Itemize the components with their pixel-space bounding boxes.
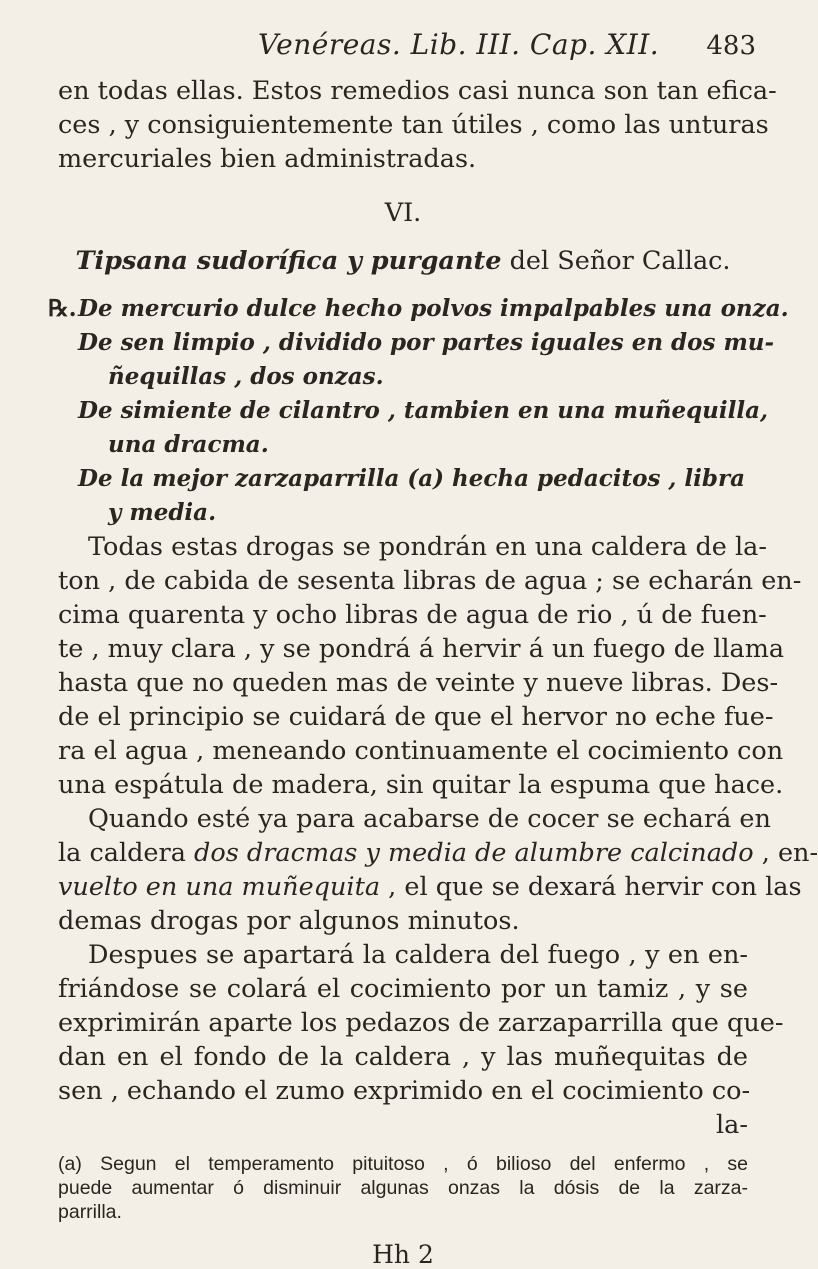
text-line: ces , y consiguientemente tan útiles , como las unturas bbox=[58, 110, 769, 140]
ingredient-line: De la mejor zarzaparrilla (a) hecha pedacitos , libra bbox=[78, 465, 745, 492]
text-line: una espátula de madera, sin quitar la espuma que hace. bbox=[58, 770, 784, 800]
text-line: exprimirán aparte los pedazos de zarzaparrilla que que- bbox=[58, 1008, 784, 1038]
intro-paragraph bbox=[58, 74, 777, 176]
paragraph-alum bbox=[58, 802, 818, 938]
recipe-title-plain: del Señor Callac. bbox=[509, 246, 731, 276]
footnote bbox=[58, 1152, 748, 1224]
recipe-title-italic: Tipsana sudorífica y purgante bbox=[75, 246, 502, 276]
paragraph-preparation bbox=[58, 530, 802, 802]
text-line: ra el agua , meneando continuamente el cocimiento con bbox=[58, 736, 784, 766]
footnote-line: (a) Segun el temperamento pituitoso , ó bilioso del enfermo , se bbox=[58, 1153, 748, 1175]
text-line: Todas estas drogas se pondrán en una caldera de la- bbox=[88, 532, 767, 562]
text-line: hasta que no queden mas de veinte y nueve libras. Des- bbox=[58, 668, 779, 698]
paragraph-straining bbox=[58, 938, 784, 1142]
recipe-ingredients bbox=[48, 292, 789, 530]
text-line: ton , de cabida de sesenta libras de agua ; se echarán en- bbox=[58, 566, 802, 596]
catchword: la- bbox=[716, 1110, 748, 1140]
text-line: de el principio se cuidará de que el hervor no eche fue- bbox=[58, 702, 774, 732]
ingredient-line: ñequillas , dos onzas. bbox=[108, 363, 384, 390]
text-line: Despues se apartará la caldera del fuego , y en en- bbox=[88, 940, 748, 970]
ingredient-line: De simiente de cilantro , tambien en una muñequilla, bbox=[78, 397, 768, 424]
ingredient-line: y media. bbox=[108, 499, 217, 526]
text-line: cima quarenta y ocho libras de agua de rio , ú de fuen- bbox=[58, 600, 767, 630]
signature-mark: Hh 2 bbox=[372, 1240, 434, 1269]
section-number: VI. bbox=[384, 198, 422, 228]
footnote-line: puede aumentar ó disminuir algunas onzas la dósis de la zarza- bbox=[58, 1177, 748, 1199]
running-title: Venéreas. Lib. III. Cap. XII. bbox=[258, 28, 660, 61]
recipe-title bbox=[58, 244, 748, 278]
page-header bbox=[58, 28, 756, 74]
text-line: friándose se colará el cocimiento por un tamiz , y se bbox=[58, 974, 748, 1004]
text-line: dan en el fondo de la caldera , y las muñequitas de bbox=[58, 1042, 748, 1072]
text-line: la caldera dos dracmas y media de alumbre calcinado , en- bbox=[58, 838, 818, 868]
page-number: 483 bbox=[706, 31, 756, 61]
ingredient-line: ℞.De mercurio dulce hecho polvos impalpables una onza. bbox=[58, 292, 748, 326]
footnote-line: parrilla. bbox=[58, 1201, 122, 1223]
text-line: mercuriales bien administradas. bbox=[58, 144, 477, 174]
text-line: en todas ellas. Estos remedios casi nunca son tan efica- bbox=[58, 76, 777, 106]
ingredient-line: De sen limpio , dividido por partes iguales en dos mu- bbox=[78, 329, 775, 356]
text-line: Quando esté ya para acabarse de cocer se echará en bbox=[88, 804, 771, 834]
text-line: vuelto en una muñequita , el que se dexará hervir con las bbox=[58, 872, 802, 902]
book-page bbox=[48, 28, 818, 1269]
text-line: sen , echando el zumo exprimido en el cocimiento co- bbox=[58, 1076, 751, 1106]
text-line: te , muy clara , y se pondrá á hervir á un fuego de llama bbox=[58, 634, 785, 664]
ingredient-line: una dracma. bbox=[108, 431, 269, 458]
text-line: demas drogas por algunos minutos. bbox=[58, 906, 520, 936]
recipe-symbol: ℞. bbox=[48, 295, 77, 322]
